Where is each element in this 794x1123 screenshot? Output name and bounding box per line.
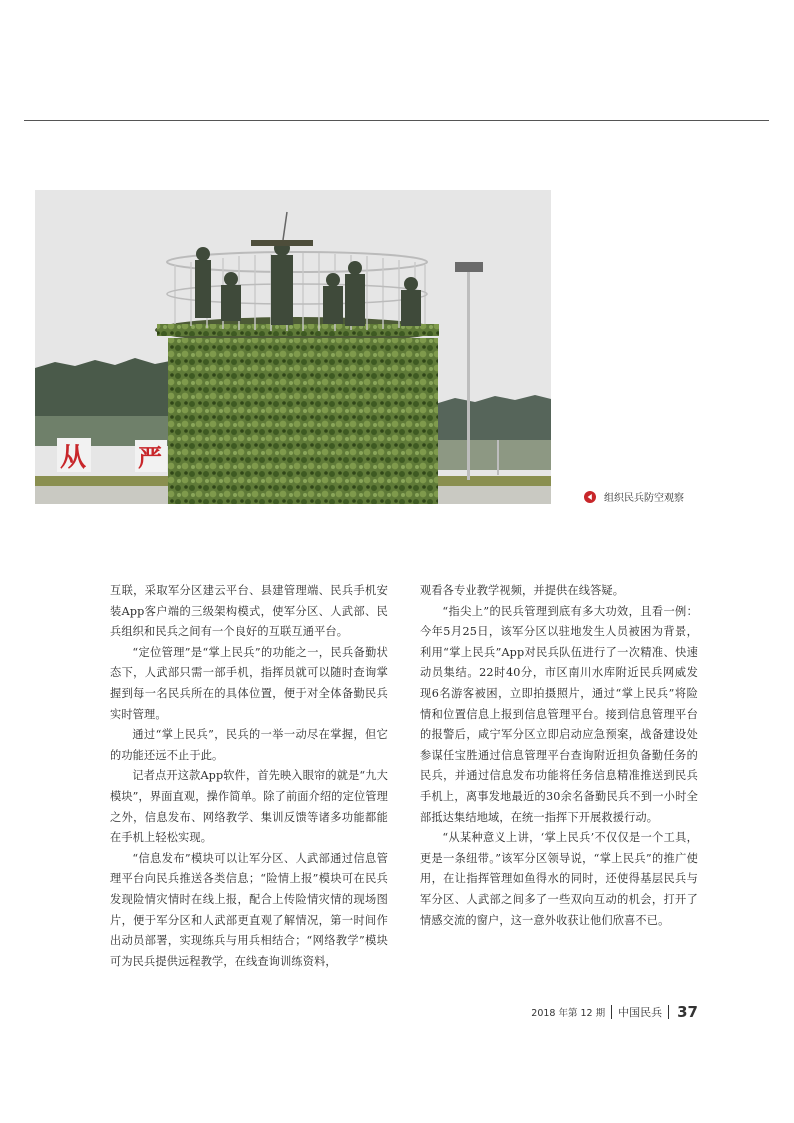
magazine-name: 中国民兵	[618, 1006, 663, 1019]
paragraph: “定位管理”是“掌上民兵”的功能之一，民兵备勤状态下，人武部只需一部手机，指挥员就可以随时查询掌握到每一名民兵所在的具体位置，便于对全体备勤民兵实时管理。	[110, 645, 388, 721]
paragraph: “信息发布”模块可以让军分区、人武部通过信息管理平台向民兵推送各类信息；“险情上报”模块可在民兵发现险情灾情时在线上报，配合上传险情灾情的现场图片，便于军分区和人武部更直观了解情况，第一时间作出动员部署，实现练兵与用兵相结合；“网络教学”模块可为民兵提供远程教学，在线查询训练资料，	[110, 851, 388, 968]
sign-character-2: 严	[138, 444, 162, 472]
paragraph: 观看各专业教学视频，并提供在线答疑。	[420, 584, 625, 597]
top-rule	[24, 120, 769, 121]
footer-divider	[611, 1005, 612, 1019]
page-footer	[531, 1003, 698, 1021]
article-column-left	[110, 581, 388, 972]
article-column-right	[420, 581, 698, 931]
page-number: 37	[677, 1003, 698, 1021]
issue-label: 2018 年第 12 期	[531, 1008, 606, 1019]
caption-text: 组织民兵防空观察	[604, 493, 684, 504]
caret-left-circle-icon	[584, 491, 596, 503]
footer-divider	[668, 1005, 669, 1019]
paragraph: 互联，采取军分区建云平台、县建管理端、民兵手机安装App客户端的三级架构模式，使军分区、人武部、民兵组织和民兵之间有一个良好的互联互通平台。	[110, 584, 388, 639]
paragraph: 通过“掌上民兵”，民兵的一举一动尽在掌握，但它的功能还远不止于此。	[110, 728, 388, 762]
sign-character-1: 从	[60, 443, 87, 473]
paragraph: 记者点开这款App软件，首先映入眼帘的就是“九大模块”，界面直观，操作简单。除了前面介绍的定位管理之外，信息发布、网络教学、集训反馈等诸多功能都能在手机上轻松实现。	[110, 769, 388, 845]
paragraph: “指尖上”的民兵管理到底有多大功效，且看一例：今年5月25日，该军分区以驻地发生人员被困为背景，利用“掌上民兵”App对民兵队伍进行了一次精准、快速动员集结。22时40分，市区南川水库附近民兵网威发现6名游客被困，立即拍摄照片，通过“掌上民兵”将险情和位置信息上报到信息管理平台。接到信息管理平台的报警后，咸宁军分区立即启动应急预案，战备建设处参谋任宝胜通过信息管理平台查询附近担负备勤任务的民兵，并通过信息发布功能将任务信息精准推送到民兵手机上，离事发地最近的30余名备勤民兵不到一小时全部抵达集结地域，在统一指挥下开展救援行动。	[420, 604, 698, 824]
paragraph: “从某种意义上讲，‘掌上民兵’不仅仅是一个工具，更是一条纽带。”该军分区领导说，“掌上民兵”的推广使用，在让指挥管理如鱼得水的同时，还使得基层民兵与军分区、人武部之间多了一些双向互动的机会，打开了情感交流的窗户，这一意外收获让他们欣喜不已。	[420, 831, 698, 927]
article-photo	[35, 190, 551, 504]
photo-caption	[584, 489, 684, 504]
